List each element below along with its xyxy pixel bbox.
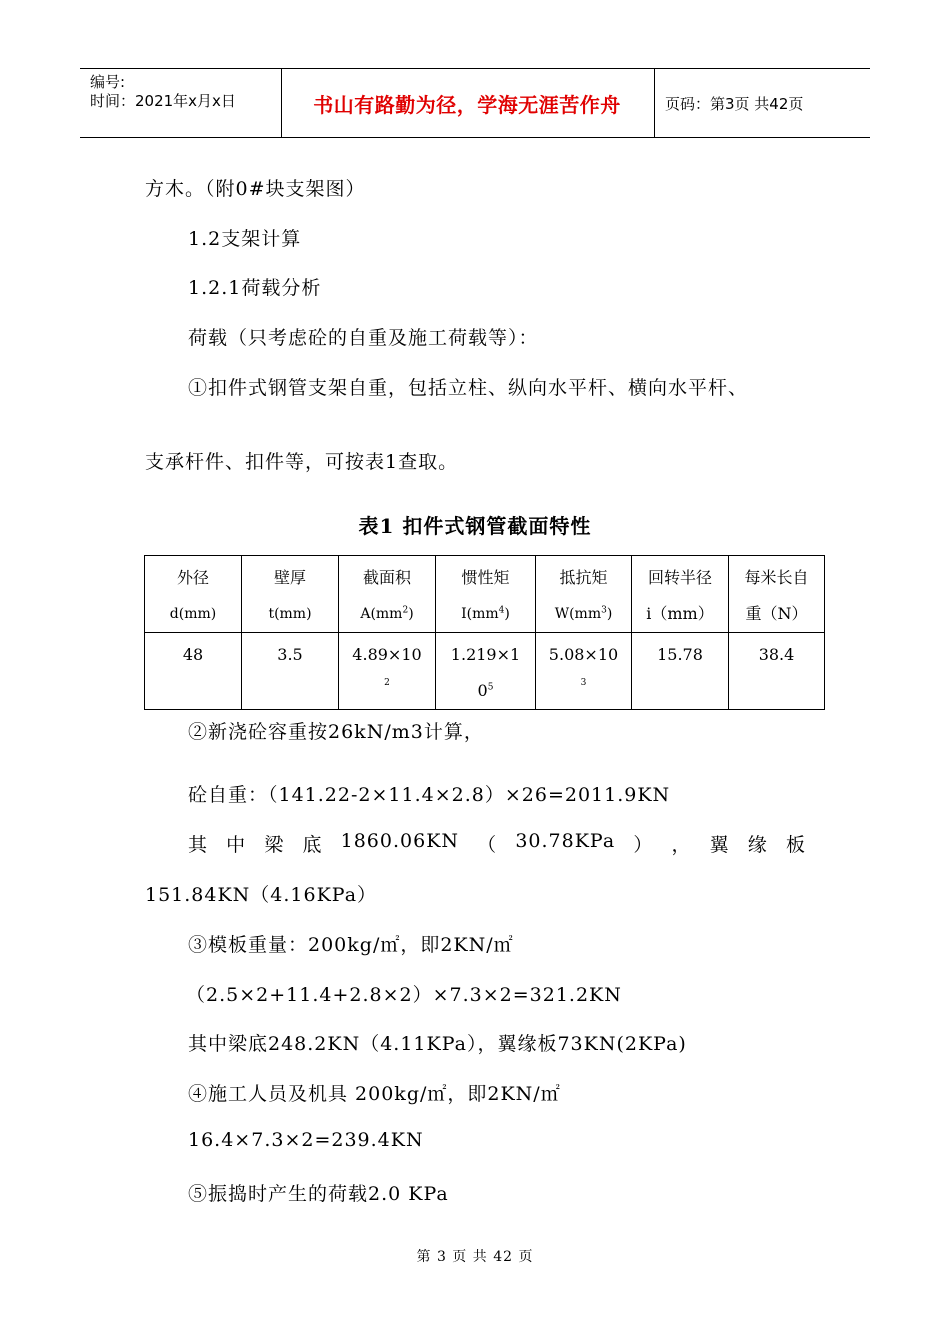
word: 其 — [188, 834, 209, 856]
header-motto: 书山有路勤为径，学海无涯苦作舟 — [313, 93, 621, 117]
body-line: 151.84KN（4.16KPa） — [145, 884, 378, 906]
table-cell — [536, 633, 632, 710]
body-line: ②新浇砼容重按26kN/m3计算， — [188, 721, 484, 743]
cell-value: 4.89×10 — [352, 645, 422, 664]
header-divider — [654, 69, 655, 137]
table-cell — [436, 633, 536, 710]
word: 板 — [785, 834, 806, 856]
word: 中 — [226, 834, 247, 856]
header-unit-sup: 2 — [402, 605, 409, 616]
header-unit: 重（N） — [745, 604, 808, 623]
word: 底 — [302, 834, 323, 856]
cell-value-cont: 0 — [477, 681, 488, 700]
table-cell: 38.4 — [729, 633, 825, 710]
section-heading: 1.2支架计算 — [188, 228, 302, 250]
header-name: 惯性矩 — [461, 568, 510, 587]
body-line: 方木。（附0#块支架图） — [145, 178, 366, 200]
cell-value: 1.219×1 — [450, 645, 521, 664]
table-header-cell — [339, 556, 436, 633]
body-line: （2.5×2+11.4+2.8×2）×7.3×2=321.2KN — [186, 984, 622, 1006]
header-name: 回转半径 — [647, 568, 712, 587]
table-header-row — [145, 556, 825, 633]
table-caption: 表1 扣件式钢管截面特性 — [358, 514, 592, 538]
subsection-heading: 1.2.1荷载分析 — [188, 277, 322, 299]
header-unit: t(mm) — [268, 606, 312, 622]
table-cell — [339, 633, 436, 710]
header-page-info: 页码：第3页 共42页 — [665, 95, 804, 113]
header-unit: W(mm — [554, 606, 602, 622]
body-line: 其中梁底248.2KN（4.11KPa），翼缘板73KN(2KPa) — [188, 1033, 687, 1055]
table-header-cell — [729, 556, 825, 633]
body-line: 16.4×7.3×2=239.4KN — [188, 1129, 424, 1151]
cell-value: 5.08×10 — [548, 645, 619, 664]
header-unit-sup: 3 — [601, 605, 607, 616]
header-time: 时间：2021年x月x日 — [90, 92, 236, 110]
table-cell: 3.5 — [242, 633, 339, 710]
cell-exponent: 2 — [384, 678, 390, 688]
body-line: 荷载（只考虑砼的自重及施工荷载等）： — [188, 327, 539, 349]
header-unit: d(mm) — [169, 606, 217, 622]
table-header-cell — [436, 556, 536, 633]
word: （ — [477, 834, 498, 856]
word: 缘 — [747, 834, 768, 856]
body-line: ③模板重量：200kg/㎡，即2KN/㎡ — [188, 934, 514, 956]
header-unit-close: ) — [504, 606, 510, 622]
table-cell: 48 — [145, 633, 242, 710]
word: ， — [671, 834, 692, 856]
table-header-cell — [536, 556, 632, 633]
body-line-justified — [188, 830, 806, 857]
table-cell: 15.78 — [632, 633, 729, 710]
word: 梁 — [264, 834, 285, 856]
header-name: 截面积 — [362, 568, 411, 587]
header-unit-close: ) — [408, 606, 414, 622]
word: 翼 — [709, 834, 730, 856]
table-row — [145, 633, 825, 710]
header-unit: i（mm） — [646, 604, 714, 623]
body-line: ①扣件式钢管支架自重，包括立柱、纵向水平杆、横向水平杆、 — [188, 377, 749, 399]
header-name: 壁厚 — [273, 568, 306, 587]
cell-exponent: 3 — [580, 678, 587, 688]
header-name: 每米长自 — [744, 568, 809, 587]
word: 30.78KPa — [515, 830, 616, 852]
page-header — [80, 68, 870, 138]
table-header-cell — [242, 556, 339, 633]
cell-exponent: 5 — [487, 682, 494, 693]
body-line: ④施工人员及机具 200kg/㎡，即2KN/㎡ — [188, 1083, 561, 1105]
body-line: 砼自重：（141.22-2×11.4×2.8）×26=2011.9KN — [188, 784, 671, 806]
header-name: 外径 — [176, 568, 209, 587]
table-header-cell — [145, 556, 242, 633]
page-footer: 第 3 页 共 42 页 — [416, 1249, 534, 1265]
header-name: 抵抗矩 — [559, 568, 608, 587]
header-unit-close: ) — [606, 606, 613, 622]
body-line: 支承杆件、扣件等，可按表1查取。 — [145, 451, 459, 473]
header-number: 编号: — [90, 73, 126, 91]
table-header-cell — [632, 556, 729, 633]
header-unit: I(mm — [461, 606, 499, 622]
header-meta — [90, 73, 285, 111]
body-line: ⑤振捣时产生的荷载2.0 KPa — [188, 1183, 449, 1205]
header-unit-sup: 4 — [498, 605, 505, 616]
word: 1860.06KN — [340, 830, 460, 852]
word: ） — [633, 834, 654, 856]
steel-pipe-properties-table — [144, 555, 825, 710]
header-unit: A(mm — [360, 606, 403, 622]
